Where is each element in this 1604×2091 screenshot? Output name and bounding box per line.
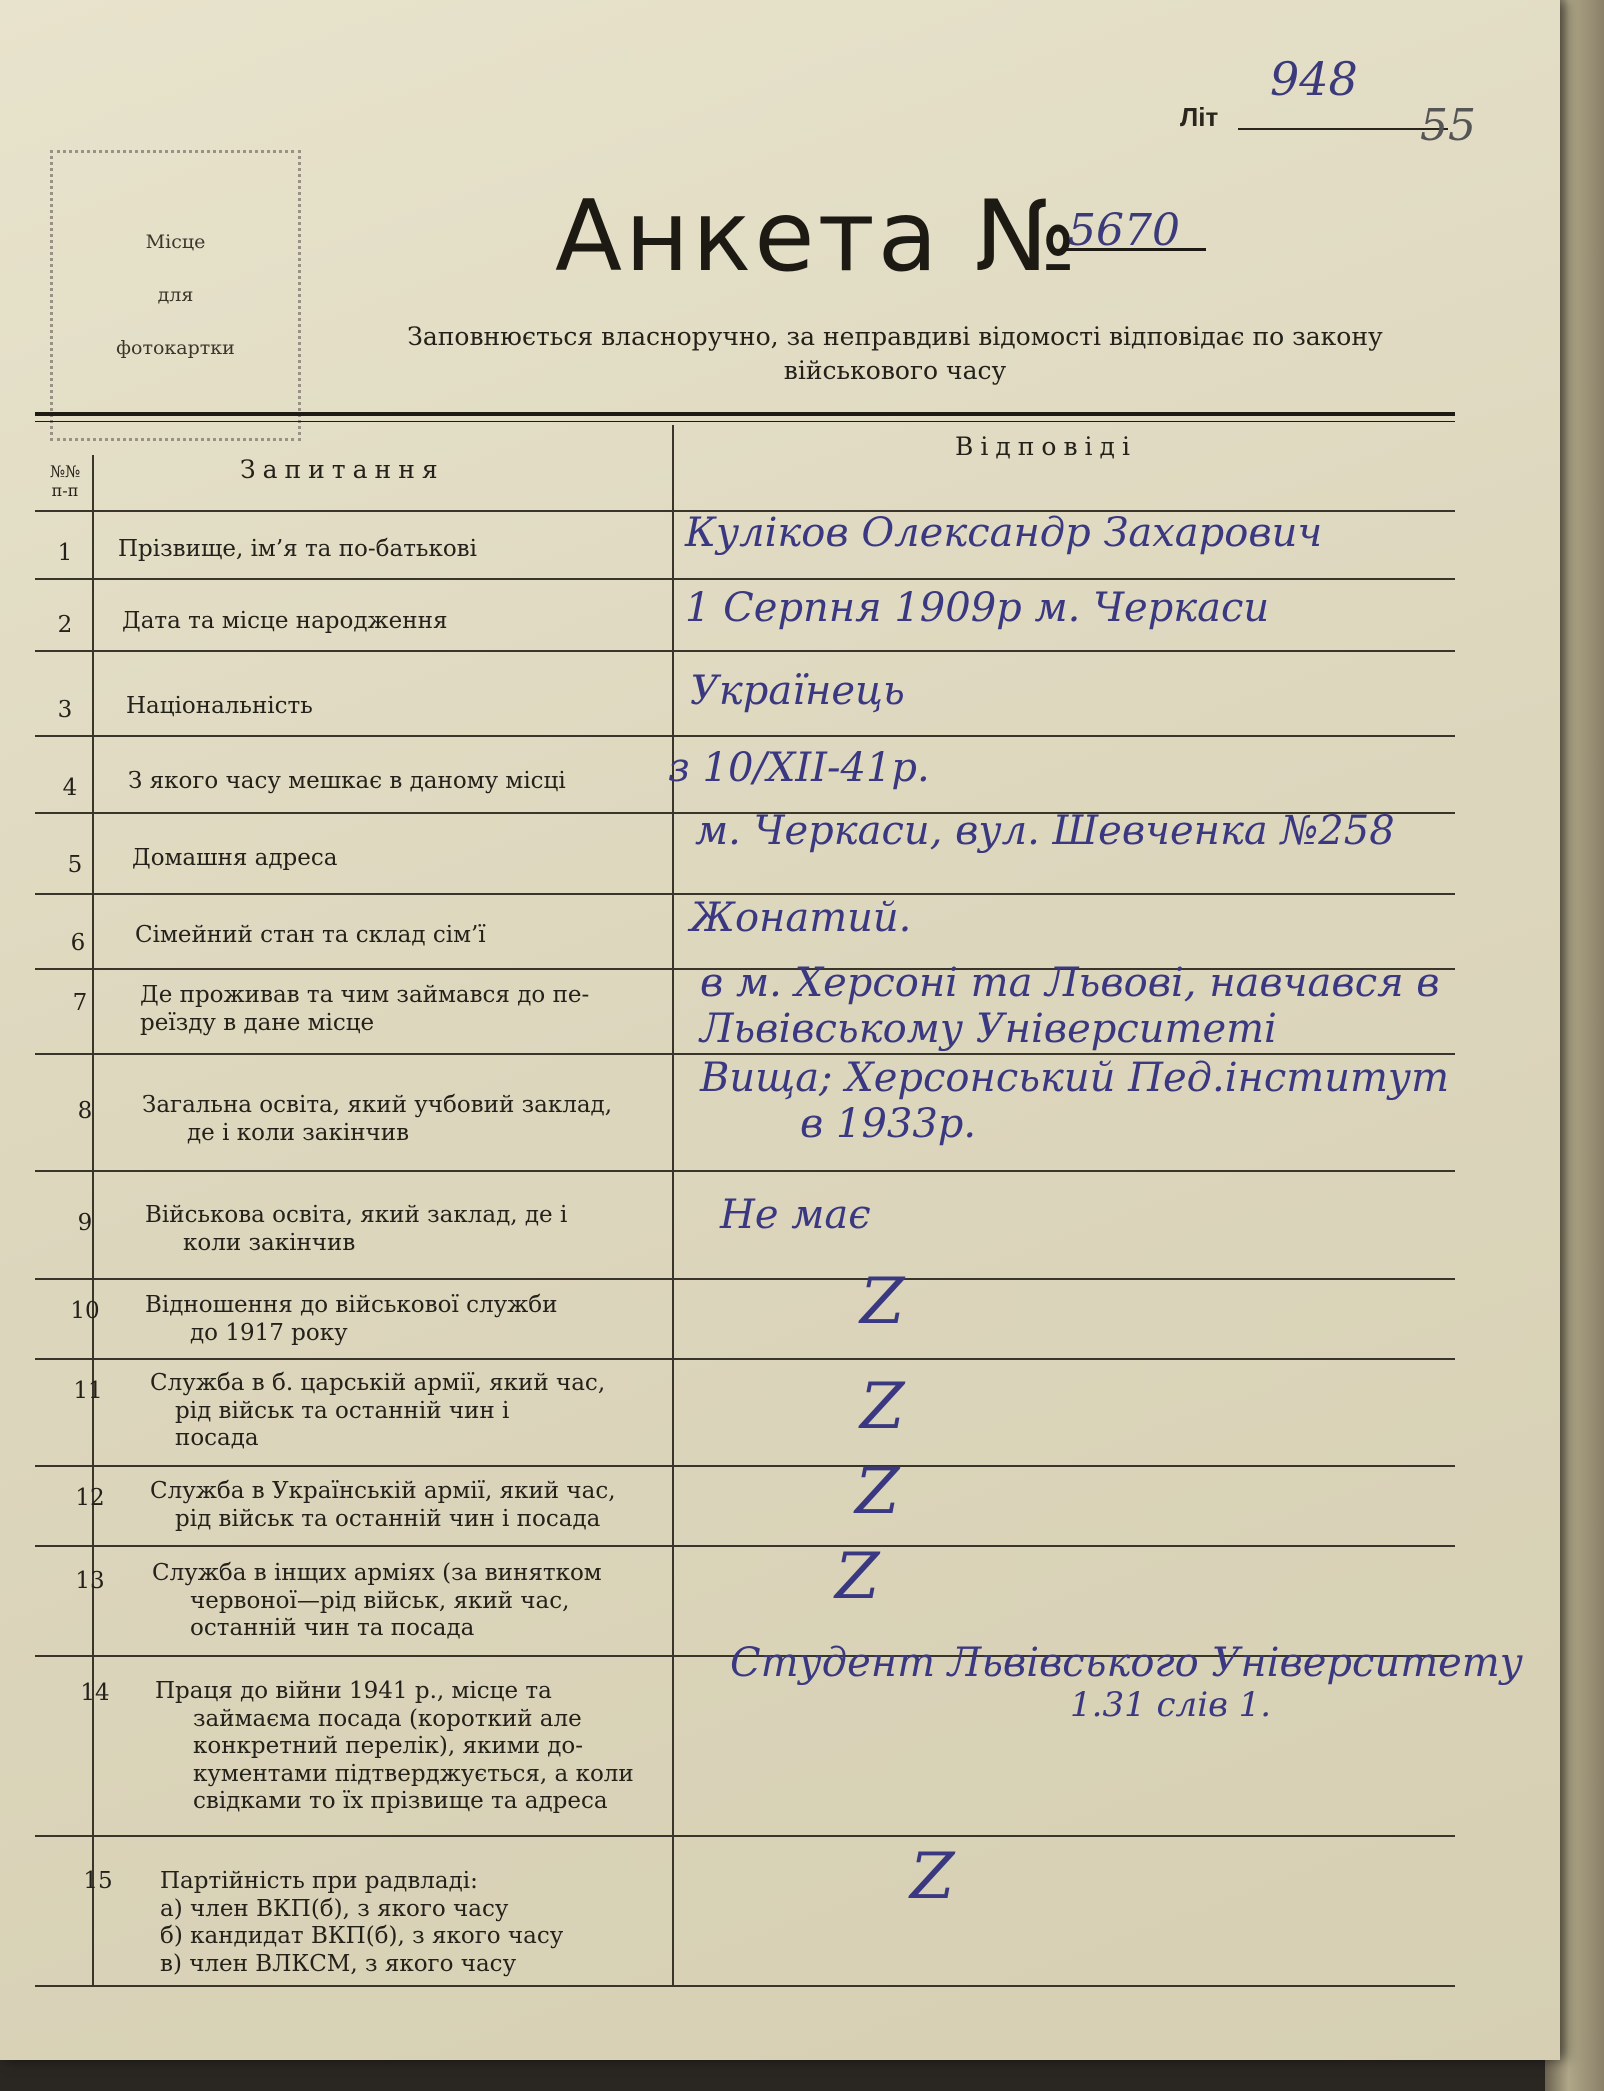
header-rule bbox=[35, 412, 1455, 416]
answer-handwritten: м. Черкаси, вул. Шевченка №258 bbox=[695, 808, 1395, 854]
answer-handwritten: Українець bbox=[690, 668, 905, 714]
answer-handwritten: Куліков Олександр Захарович bbox=[685, 510, 1323, 556]
question-line: б) кандидат ВКП(б), з якого часу bbox=[160, 1923, 564, 1950]
row-number: 4 bbox=[62, 775, 78, 801]
question-text: Сімейний стан та склад сім’ї bbox=[135, 922, 486, 948]
answer-line: Студент Львівського Університету bbox=[730, 1640, 1523, 1686]
row-number: 15 bbox=[83, 1868, 113, 1894]
question-line: посада bbox=[175, 1425, 259, 1452]
question-line: рід військ та останній чин і посада bbox=[175, 1505, 601, 1532]
question-line: останній чин та посада bbox=[190, 1615, 475, 1642]
answer-handwritten bbox=[700, 1055, 1449, 1147]
question-line: в) член ВЛКСМ, з якого часу bbox=[160, 1950, 517, 1977]
row-number: 13 bbox=[75, 1568, 105, 1594]
answer-line: Львівському Університеті bbox=[700, 1006, 1277, 1052]
row-number: 11 bbox=[73, 1378, 103, 1404]
row-number: 7 bbox=[72, 990, 88, 1016]
question-line: червоної—рід військ, який час, bbox=[190, 1587, 570, 1614]
subtitle-line-2: військового часу bbox=[783, 355, 1007, 385]
form-number-underline bbox=[1062, 248, 1206, 251]
column-header-question: Запитання bbox=[240, 455, 445, 484]
question-line: свідками то їх прізвище та адреса bbox=[193, 1788, 608, 1815]
question-text: Домашня адреса bbox=[132, 845, 338, 871]
answer-handwritten: з 10/XII-41р. bbox=[668, 745, 930, 791]
question-line: коли закінчив bbox=[183, 1229, 356, 1256]
row-number: 8 bbox=[77, 1098, 93, 1124]
answer-line: 1.31 слів 1. bbox=[1070, 1685, 1272, 1725]
row-divider bbox=[35, 1545, 1455, 1547]
question-line: займаєма посада (короткий але bbox=[193, 1705, 582, 1732]
answer-dash-mark: Z bbox=[855, 1455, 900, 1529]
answer-line: Вища; Херсонський Пед.інститут bbox=[700, 1055, 1450, 1101]
subtitle-line-1: Заповнюється власноручно, за неправдиві відомості відповідає по закону bbox=[407, 322, 1383, 351]
photo-label-3: фотокартки bbox=[116, 337, 235, 360]
lit-value: 948 bbox=[1270, 52, 1358, 106]
lit-label: Літ bbox=[1180, 102, 1219, 132]
photo-label-2: для bbox=[157, 283, 194, 306]
answer-dash-mark: Z bbox=[860, 1265, 905, 1339]
question-line: кументами підтверджується, а коли bbox=[193, 1760, 634, 1787]
row-divider bbox=[35, 735, 1455, 737]
question-text bbox=[145, 1202, 670, 1257]
form-number: 5670 bbox=[1068, 205, 1180, 256]
question-line: Де проживав та чим займався до пе- bbox=[140, 982, 590, 1008]
answer-line: в 1933р. bbox=[800, 1101, 977, 1147]
question-text: З якого часу мешкає в даному місці bbox=[128, 768, 566, 794]
lit-underline bbox=[1238, 128, 1448, 130]
question-text bbox=[160, 1868, 700, 1978]
row-number: 10 bbox=[70, 1298, 100, 1324]
question-text: Національність bbox=[126, 693, 313, 719]
header-rule-thin bbox=[35, 421, 1455, 422]
question-line: Служба в інщих арміях (за винятком bbox=[152, 1560, 602, 1586]
photo-label-1: Місце bbox=[145, 230, 206, 253]
question-line: Загальна освіта, який учбовий заклад, bbox=[142, 1092, 613, 1118]
row-number: 12 bbox=[75, 1485, 105, 1511]
answer-dash-mark: Z bbox=[860, 1370, 905, 1444]
question-text bbox=[140, 982, 660, 1037]
answer-handwritten: 1 Серпня 1909р м. Черкаси bbox=[685, 585, 1270, 631]
question-line: Праця до війни 1941 р., місце та bbox=[155, 1678, 552, 1704]
question-line: де і коли закінчив bbox=[187, 1119, 410, 1146]
row-divider bbox=[35, 650, 1455, 652]
question-line: Служба в б. царській армії, який час, bbox=[150, 1370, 606, 1396]
question-line: Відношення до військової служби bbox=[145, 1292, 558, 1318]
question-text bbox=[155, 1678, 695, 1816]
question-text bbox=[152, 1560, 687, 1643]
row-number: 5 bbox=[67, 852, 83, 878]
row-number: 3 bbox=[57, 697, 73, 723]
question-text bbox=[150, 1370, 675, 1453]
row-divider bbox=[35, 1465, 1455, 1467]
question-line: рід військ та останній чин і bbox=[175, 1397, 510, 1424]
answer-dash-mark: Z bbox=[910, 1840, 955, 1914]
question-line: Партійність при радвладі: bbox=[160, 1868, 478, 1894]
answer-line: в м. Херсоні та Львові, навчався в bbox=[700, 960, 1440, 1006]
question-line: реїзду в дане місце bbox=[140, 1009, 375, 1036]
row-divider bbox=[35, 578, 1455, 580]
question-line: Військова освіта, який заклад, де і bbox=[145, 1202, 568, 1228]
sheet-number: 55 bbox=[1420, 100, 1476, 151]
column-header-answer: Відповіді bbox=[955, 432, 1137, 461]
row-divider bbox=[35, 1170, 1455, 1172]
column-header-number: №№ п-п bbox=[49, 462, 81, 501]
row-number: 9 bbox=[77, 1210, 93, 1236]
question-text bbox=[145, 1292, 670, 1347]
subtitle bbox=[330, 320, 1460, 388]
question-line: до 1917 року bbox=[190, 1319, 348, 1346]
row-divider bbox=[35, 1358, 1455, 1360]
row-number: 14 bbox=[80, 1680, 110, 1706]
answer-handwritten bbox=[730, 1640, 1523, 1725]
row-divider bbox=[35, 1835, 1455, 1837]
question-text bbox=[142, 1092, 667, 1147]
question-line: Служба в Українській армії, який час, bbox=[150, 1478, 616, 1504]
photo-placeholder bbox=[50, 150, 301, 441]
answer-dash-mark: Z bbox=[835, 1540, 880, 1614]
question-text bbox=[150, 1478, 685, 1533]
answer-handwritten: Жонатий. bbox=[690, 895, 912, 941]
question-line: а) член ВКП(б), з якого часу bbox=[160, 1895, 509, 1922]
row-number: 2 bbox=[57, 612, 73, 638]
table-bottom-rule bbox=[35, 1985, 1455, 1987]
row-divider bbox=[35, 1278, 1455, 1280]
answer-handwritten: Не має bbox=[720, 1192, 871, 1238]
page-title: Анкета № bbox=[555, 180, 1080, 294]
question-text: Дата та місце народження bbox=[122, 608, 448, 634]
row-number: 1 bbox=[57, 540, 73, 566]
question-text: Прізвище, ім’я та по-батькові bbox=[118, 536, 477, 562]
row-number: 6 bbox=[70, 930, 86, 956]
question-line: конкретний перелік), якими до- bbox=[193, 1733, 584, 1760]
answer-handwritten bbox=[700, 960, 1440, 1052]
